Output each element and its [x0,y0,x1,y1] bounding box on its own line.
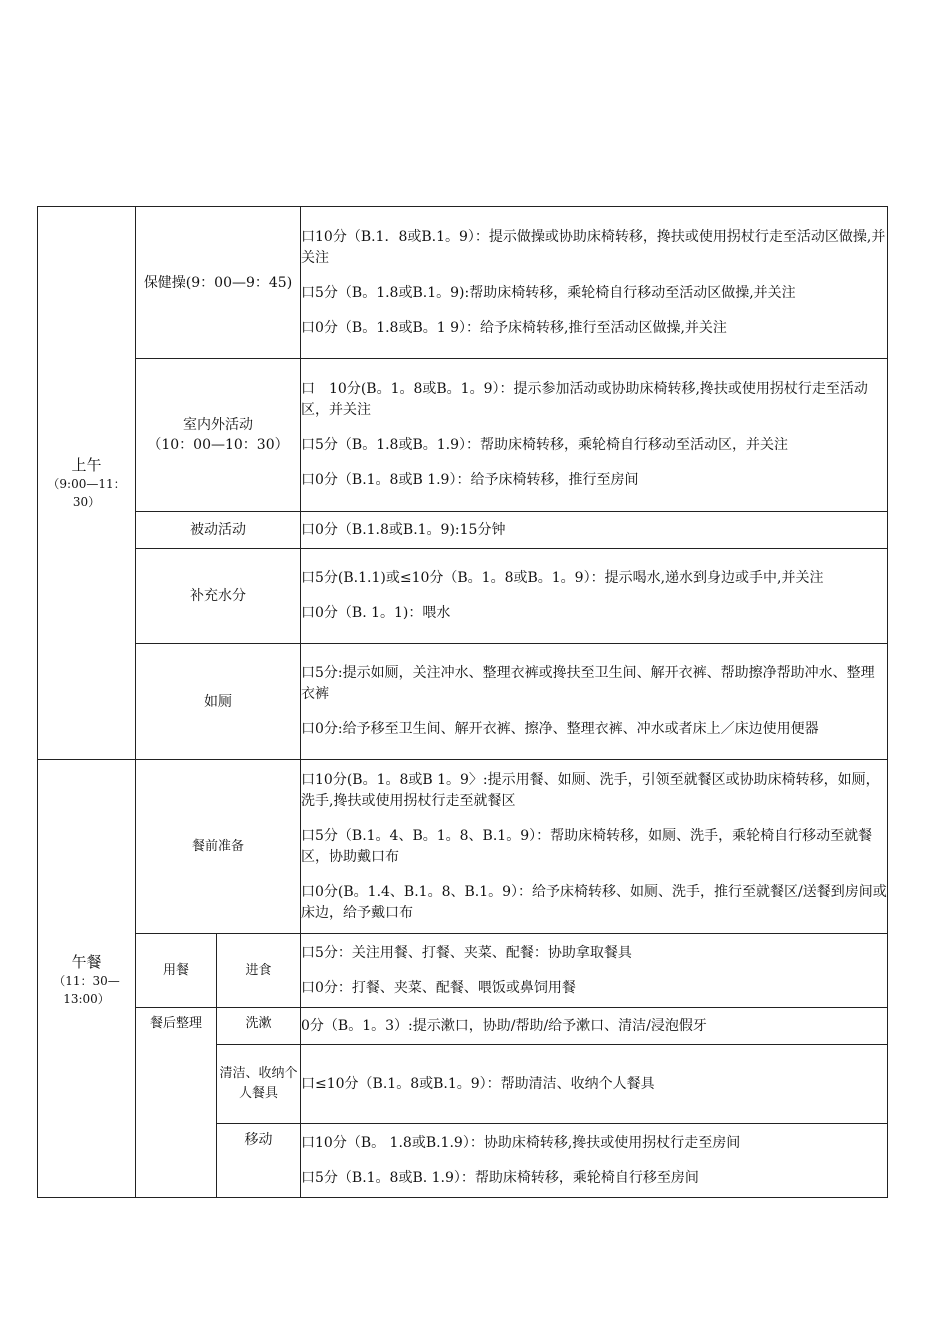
option-text: 口10分（B.1．8或B.1。9）：提示做操或协助床椅转移，搀扶或使用拐杖行走至活动区做操,并关注 [301,228,886,266]
table-row [38,934,888,1008]
options-cell [301,1045,888,1124]
option-text: 口0分(B。1.4、B.1。8、B.1。9）：给予床椅转移、如厕、洗手，推行至就餐区/送餐到房间或床边，给予戴口布 [301,883,887,921]
group-label: 用餐 [136,934,217,1008]
option-text: 口5分(B.1.1)或≤10分（B。1。8或B。1。9）：提示喝水,递水到身边或手中,并关注 [301,570,824,586]
period-time: （9:00—11：30） [47,477,126,509]
options-cell [301,512,888,549]
options-cell [301,644,888,760]
option-text: 口0分（B. 1。1)：喂水 [301,605,451,621]
activity-label: 清洁、收纳个人餐具 [217,1045,301,1124]
option-text: 口0分:给予移至卫生间、解开衣裤、擦净、整理衣裤、冲水或者床上／床边使用便器 [301,721,819,737]
table-row [38,760,888,934]
option-text: 口 10分(B。1。8或B。1。9）：提示参加活动或协助床椅转移,搀扶或使用拐杖行走至活动区，并关注 [301,381,868,418]
options-cell [301,934,888,1008]
options-cell [301,760,888,934]
table-row [38,359,888,512]
table-row [38,549,888,644]
option-text: 口5分（B.1。4、B。1。8、B.1。9）：帮助床椅转移，如厕、洗手，乘轮椅自行移动至就餐区，协助戴口布 [301,827,873,865]
table-row [38,207,888,359]
option-text: 口0分（B.1。8或B 1.9）：给予床椅转移，推行至房间 [301,472,639,488]
table-row [38,644,888,760]
option-text: 口0分（B.1.8或B.1。9):15分钟 [301,521,506,538]
options-cell [301,549,888,644]
activity-label: 餐前准备 [136,760,301,934]
care-schedule-table [37,206,888,1198]
period-cell-morning [38,207,136,760]
activity-label: 如厕 [136,644,301,760]
option-text: 口10分（B。 1.8或B.1.9）：协助床椅转移,搀扶或使用拐杖行走至房间 [301,1134,741,1151]
option-text: 口0分（B。1.8或B。1 9）：给予床椅转移,推行至活动区做操,并关注 [301,319,727,336]
period-name: 上午 [71,456,102,474]
activity-label: 保健操(9：00—9：45) [136,207,301,359]
option-text: 口0分：打餐、夹菜、配餐、喂饭或鼻饲用餐 [301,979,576,996]
option-text: 口5分（B。1.8或B。1.9）：帮助床椅转移，乘轮椅自行移动至活动区，并关注 [301,437,789,453]
options-cell [301,359,888,512]
activity-label: 洗漱 [217,1008,301,1045]
activity-label: 移动 [217,1124,301,1198]
options-cell [301,1008,888,1045]
option-text: 口5分（B。1.8或B.1。9):帮助床椅转移，乘轮椅自行移动至活动区做操,并关注 [301,284,796,301]
option-text: 口5分:提示如厕，关注冲水、整理衣裤或搀扶至卫生间、解开衣裤、帮助擦净帮助冲水、整理衣裤 [301,665,875,702]
options-cell [301,1124,888,1198]
option-text: 口5分（B.1。8或B. 1.9）：帮助床椅转移，乘轮椅自行移至房间 [301,1169,699,1186]
options-cell [301,207,888,359]
activity-label [136,359,301,512]
option-text: 口≤10分（B.1。8或B.1。9）：帮助清洁、收纳个人餐具 [301,1075,655,1092]
option-text: 口10分(B。1。8或B 1。9〉:提示用餐、如厕、洗手，引领至就餐区或协助床椅转移，如厕，洗手,搀扶或使用拐杖行走至就餐区 [301,771,880,809]
activity-label-line: （10：00—10：30） [147,437,289,453]
option-text: 0分（B。1。3）:提示漱口，协助/帮助/给予漱口、清洁/浸泡假牙 [301,1017,707,1034]
table-row [38,1008,888,1045]
activity-label: 补充水分 [136,549,301,644]
period-cell-lunch [38,760,136,1198]
option-text: 口5分：关注用餐、打餐、夹菜、配餐：协助拿取餐具 [301,944,632,961]
period-name: 午餐 [71,952,102,971]
activity-label: 进食 [217,934,301,1008]
table-row [38,512,888,549]
activity-label: 被动活动 [136,512,301,549]
group-label: 餐后整理 [136,1008,217,1198]
period-time: （11：30—13:00） [53,973,120,1006]
activity-label-line: 室内外活动 [183,417,253,433]
